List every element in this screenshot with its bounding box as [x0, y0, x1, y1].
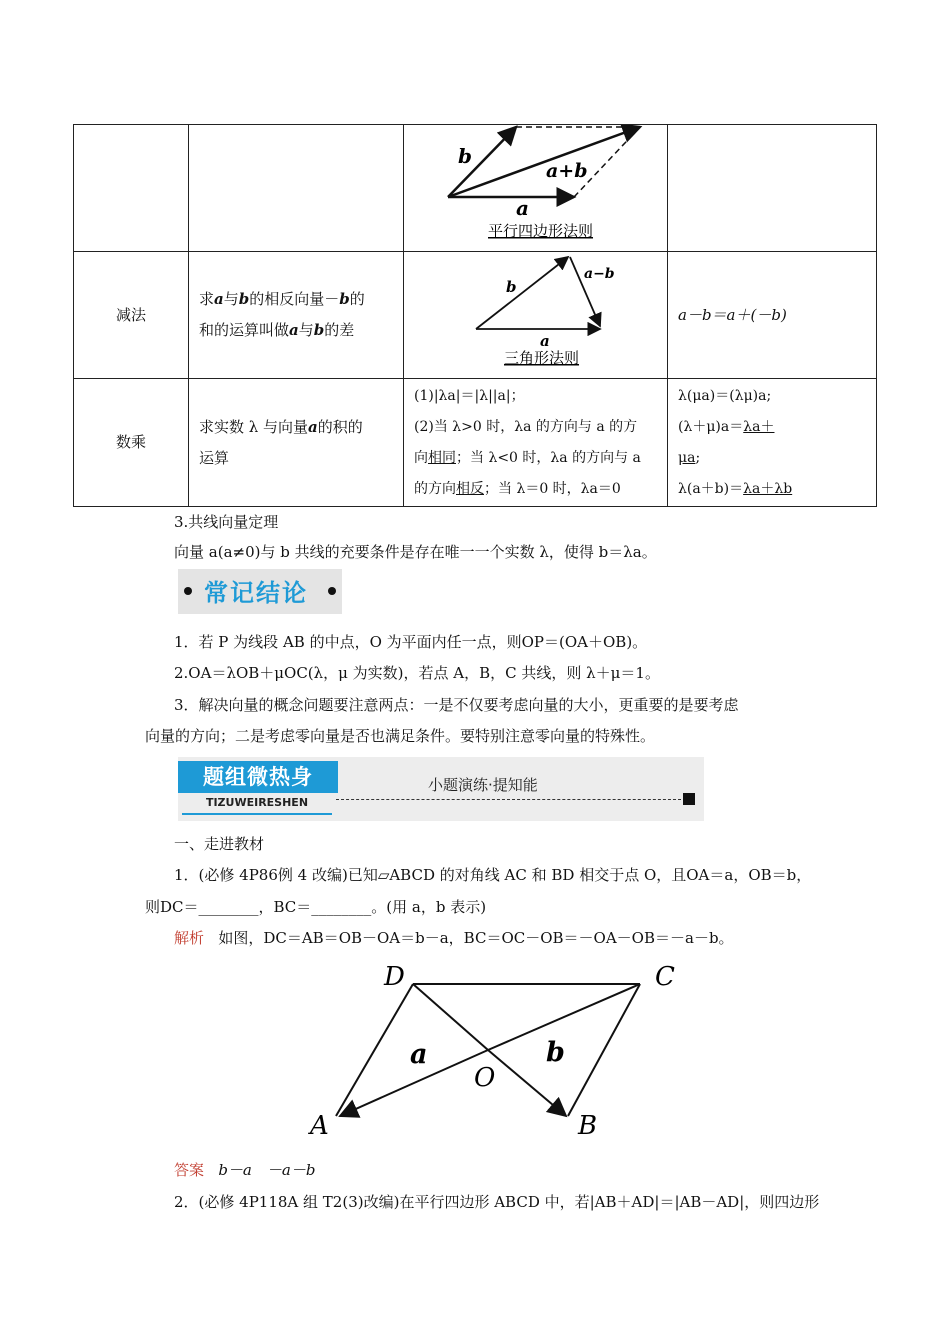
question-text: 2．(必修 4P118A 组 T2(3)改编)在平行四边形 ABCD 中，若|AB＋AD|＝|AB－AD|，则四边形 [174, 1193, 820, 1211]
vector-a-label: a [516, 196, 529, 220]
section-title: 3.共线向量定理 [174, 513, 279, 531]
vector-operations-table [73, 124, 877, 507]
banner-title: 常记结论 [204, 579, 308, 607]
operation-law: λ(μa)＝(λμ)a; (λ＋μ)a＝λa＋ μa; λ(a＋b)＝λa＋λb [668, 379, 877, 507]
operation-definition: 求a与b的相反向量－b的 和的运算叫做a与b的差 [189, 252, 404, 379]
exercise-banner [178, 757, 704, 821]
conclusions-banner [178, 569, 342, 614]
table-cell [189, 125, 404, 252]
operation-name: 数乘 [74, 379, 189, 507]
answer-label: 答案 [174, 1161, 205, 1179]
vector-a-label: a [540, 332, 550, 350]
operation-properties: (1)|λa|＝|λ||a|； (2)当 λ>0 时，λa 的方向与 a 的方 向相同；当 λ<0 时，λa 的方向与 a 的方向相反；当 λ＝0 时，λa＝0 [404, 379, 668, 507]
vector-a-label: a [410, 1039, 428, 1070]
point-c-label: C [655, 962, 675, 992]
banner-subtitle: TIZUWEIRESHEN [182, 793, 332, 815]
operation-law: a－b＝a＋(－b) [668, 252, 877, 379]
table-cell [74, 125, 189, 252]
banner-tagline: 小题演练·提知能 [428, 776, 538, 794]
solution-label: 解析 [174, 929, 205, 947]
point-a-label: A [310, 1111, 329, 1141]
answer-line [174, 1159, 315, 1180]
table-row [74, 379, 877, 507]
operation-name: 减法 [74, 252, 189, 379]
figure-caption: 三角形法则 [504, 349, 580, 367]
point-b-label: B [578, 1111, 598, 1141]
parallelogram-rule-figure [404, 125, 667, 252]
bullet-icon [184, 587, 192, 595]
section-text: 向量 a(a≠0)与 b 共线的充要条件是存在唯一一个实数 λ，使得 b＝λa。 [174, 543, 657, 561]
dashed-divider [336, 799, 681, 800]
vector-b-label: b [546, 1037, 565, 1068]
bullet-icon [328, 587, 336, 595]
vector-b-label: b [458, 144, 472, 168]
question-text: 1．(必修 4P86例 4 改编)已知▱ABCD 的对角线 AC 和 BD 相交于点 O，且OA＝a，OB＝b， [174, 866, 812, 884]
list-item: 2.OA＝λOB＋μOC(λ，μ 为实数)，若点 A，B，C 共线，则 λ＋μ＝1。 [174, 664, 660, 682]
solution-line [174, 927, 734, 948]
point-o-label: O [474, 1063, 496, 1093]
answer-text: b－a －a－b [218, 1161, 316, 1179]
list-item: 1．若 P 为线段 AB 的中点，O 为平面内任一点，则OP＝(OA＋OB)。 [174, 633, 648, 651]
figure-caption: 平行四边形法则 [488, 222, 594, 240]
exercise-heading: 一、走进教材 [174, 835, 265, 853]
question-text: 则DC＝________，BC＝________。(用 a，b 表示) [145, 898, 487, 916]
square-icon [683, 793, 695, 805]
vector-b-label: b [506, 278, 517, 296]
table-cell [668, 125, 877, 252]
vector-sum-label: a+b [546, 160, 588, 182]
operation-definition: 求实数 λ 与向量a的积的 运算 [189, 379, 404, 507]
point-d-label: D [384, 962, 405, 992]
table-row [74, 125, 877, 252]
solution-text: 如图，DC＝AB＝OB－OA＝b－a，BC＝OC－OB＝－OA－OB＝－a－b。 [218, 929, 734, 947]
banner-title: 题组微热身 [178, 761, 338, 793]
triangle-rule-figure [404, 252, 667, 379]
triangle-rule-cell [404, 252, 668, 379]
list-item: 3．解决向量的概念问题要注意两点：一是不仅要考虑向量的大小，更重要的是要考虑 [174, 696, 739, 714]
table-row [74, 252, 877, 379]
parallelogram-abcd-figure [300, 958, 700, 1143]
parallelogram-rule-cell [404, 125, 668, 252]
list-item: 向量的方向；二是考虑零向量是否也满足条件。要特别注意零向量的特殊性。 [145, 727, 656, 745]
vector-diff-label: a−b [584, 266, 615, 282]
